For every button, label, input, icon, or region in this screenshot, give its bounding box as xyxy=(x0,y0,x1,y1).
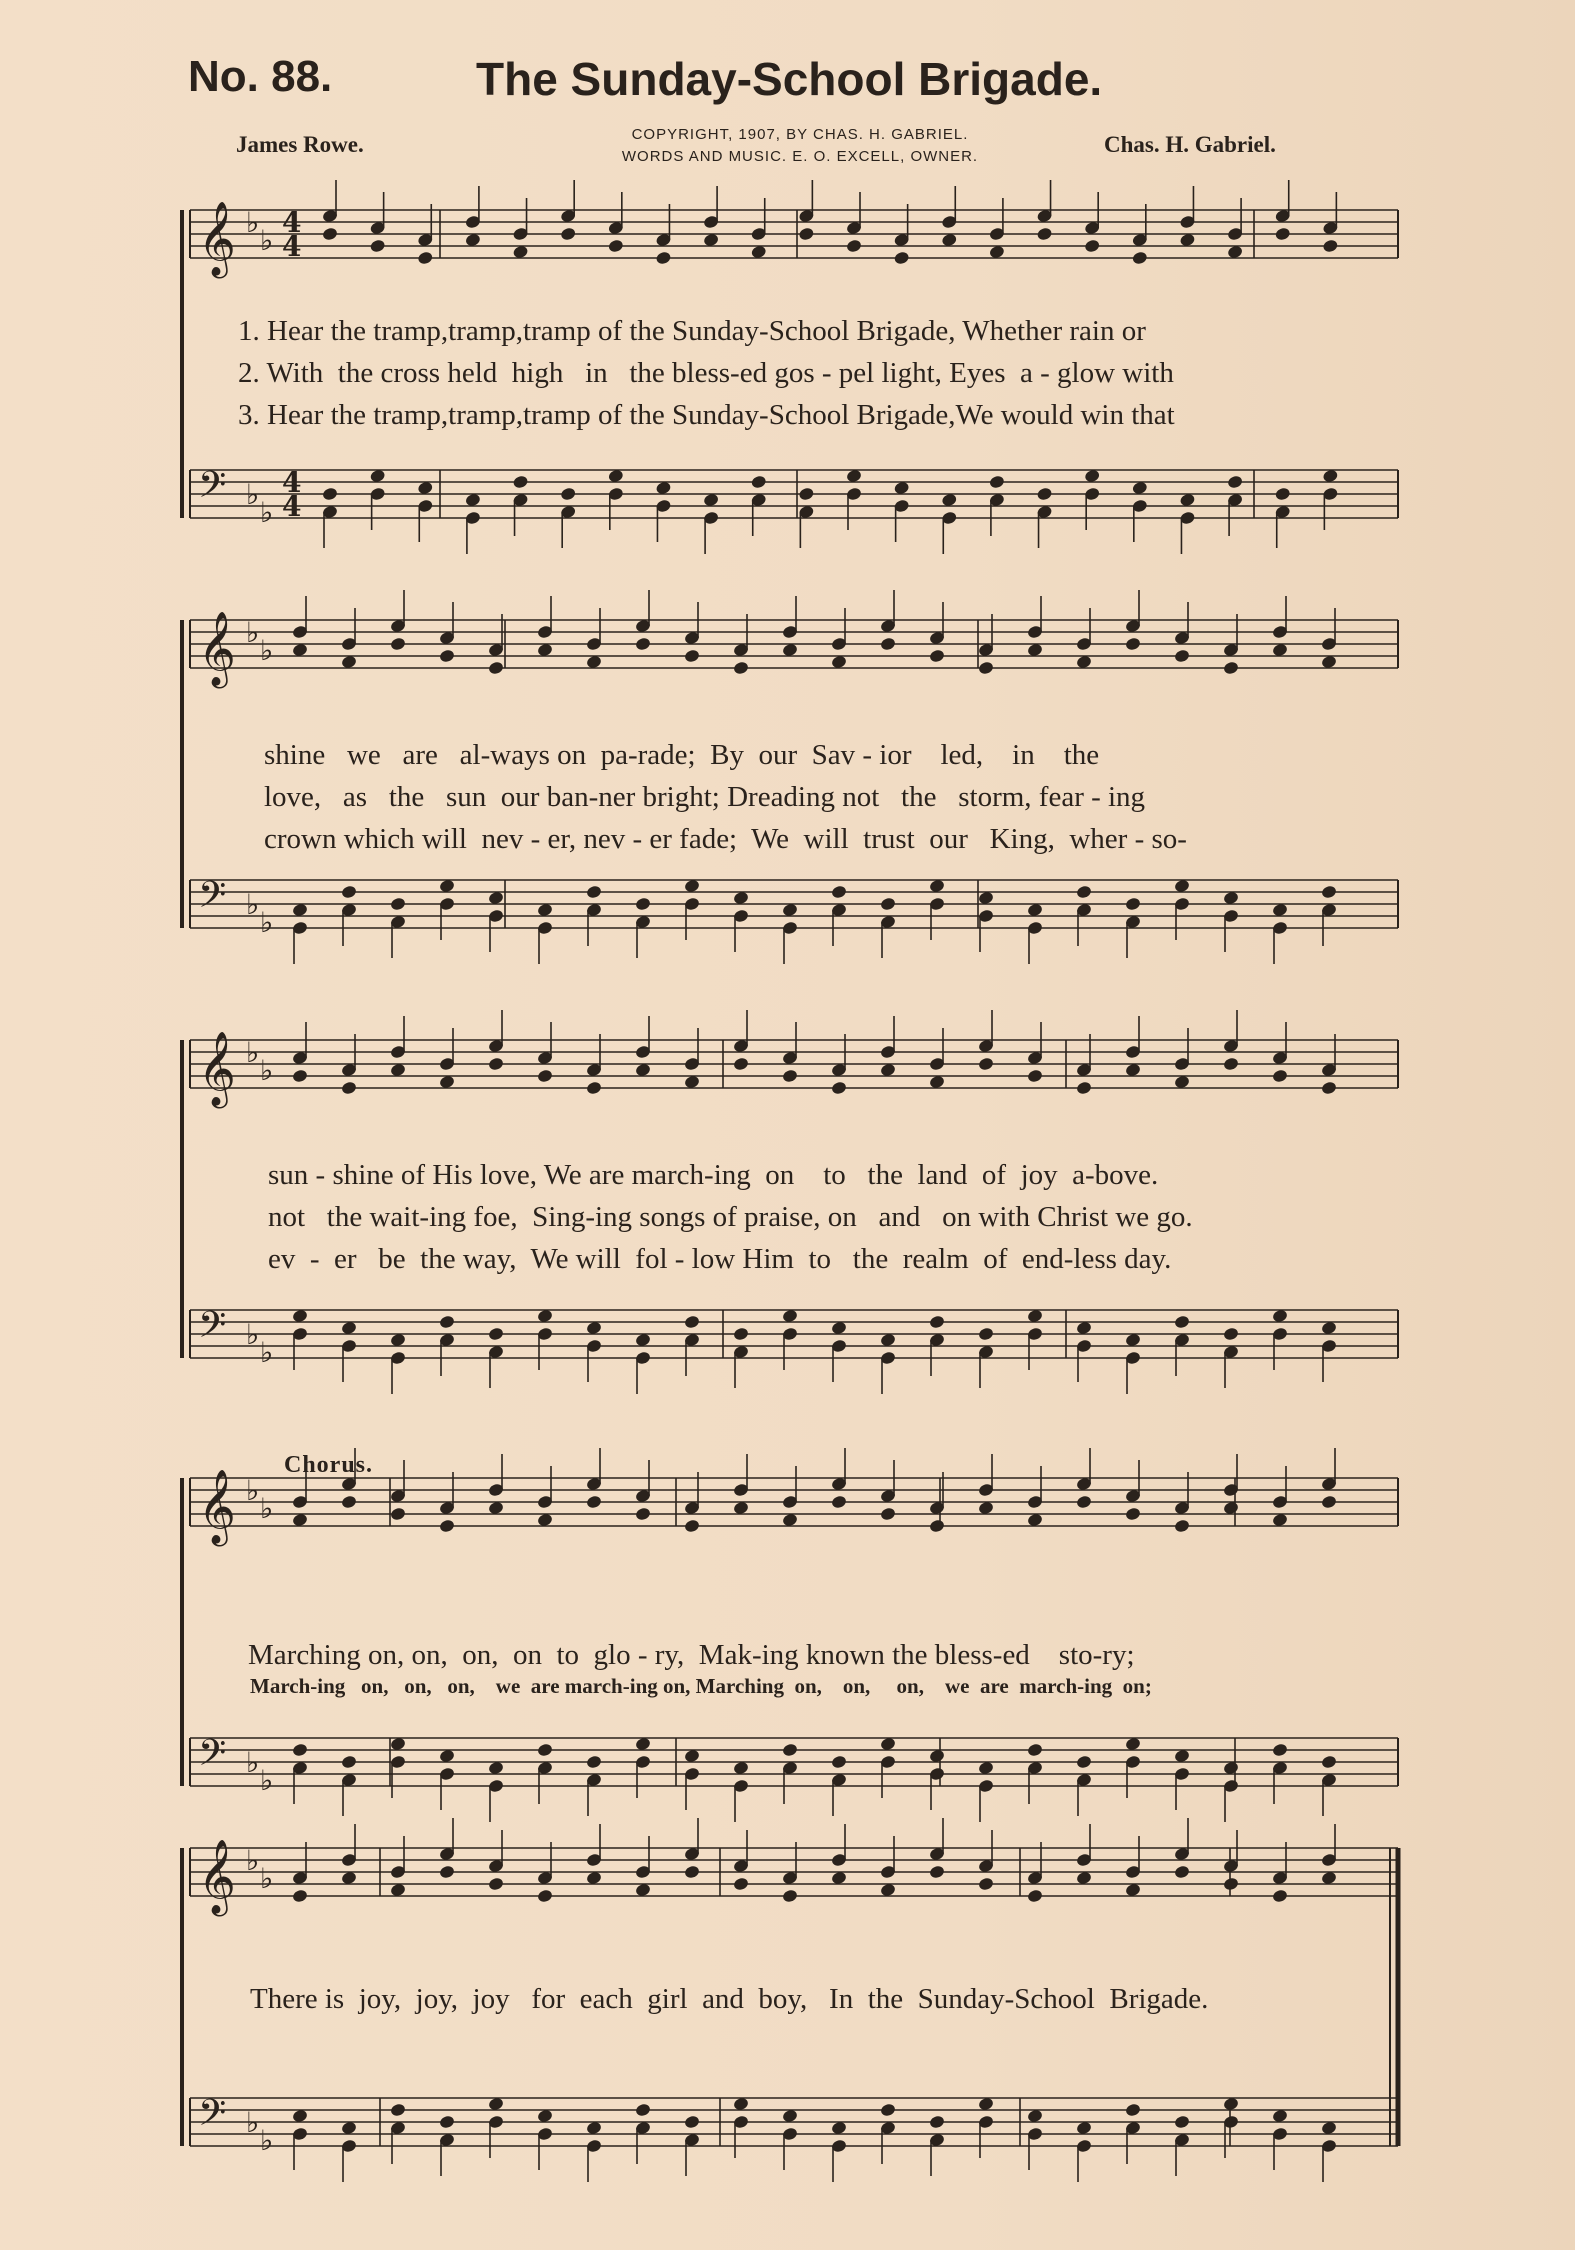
notehead xyxy=(1174,1518,1191,1533)
notehead xyxy=(798,486,815,501)
flat-icon: ♭ xyxy=(260,1862,274,1895)
notehead xyxy=(635,896,652,911)
notehead xyxy=(782,1742,799,1757)
notehead xyxy=(341,1080,358,1095)
notehead xyxy=(978,660,995,675)
bass-clef-icon: 𝄢 xyxy=(198,1304,227,1355)
notehead xyxy=(1321,1494,1338,1509)
verse-2-line-3: not the wait-ing foe, Sing-ing songs of praise, on and on with Christ we go. xyxy=(268,1201,1193,1233)
notehead xyxy=(880,636,897,651)
notehead xyxy=(341,884,358,899)
notehead xyxy=(1036,226,1053,241)
hymn-number: No. 88. xyxy=(188,52,333,101)
notehead xyxy=(390,2102,407,2117)
notehead xyxy=(439,648,456,663)
notehead xyxy=(1223,1056,1240,1071)
notehead xyxy=(635,1506,652,1521)
notehead xyxy=(560,226,577,241)
hymn-title: The Sunday-School Brigade. xyxy=(476,53,1103,105)
notehead xyxy=(988,474,1005,489)
notehead xyxy=(1036,486,1053,501)
treble-clef-icon: 𝄞 xyxy=(198,1840,236,1914)
notehead xyxy=(1125,1506,1142,1521)
flat-icon: ♭ xyxy=(260,634,274,667)
notehead xyxy=(488,1056,505,1071)
notehead xyxy=(390,896,407,911)
notehead xyxy=(733,1326,750,1341)
notehead xyxy=(929,1518,946,1533)
notehead xyxy=(635,2102,652,2117)
notehead xyxy=(733,660,750,675)
bass-clef-icon: 𝄢 xyxy=(198,2092,227,2143)
notehead xyxy=(1227,474,1244,489)
flat-icon: ♭ xyxy=(246,478,260,511)
notehead xyxy=(537,1742,554,1757)
notehead xyxy=(1125,636,1142,651)
notehead xyxy=(292,1742,309,1757)
notehead xyxy=(831,1754,848,1769)
flat-icon: ♭ xyxy=(246,206,260,239)
notehead xyxy=(1272,1888,1289,1903)
notehead xyxy=(831,1080,848,1095)
notehead xyxy=(831,884,848,899)
notehead xyxy=(929,1314,946,1329)
notehead xyxy=(684,1518,701,1533)
notehead xyxy=(1027,1888,1044,1903)
notehead xyxy=(1223,1326,1240,1341)
verse-2-line-2: love, as the sun our ban-ner bright; Dreading not the storm, fear - ing xyxy=(264,781,1146,813)
notehead xyxy=(341,1494,358,1509)
notehead xyxy=(292,1888,309,1903)
notehead xyxy=(684,1314,701,1329)
notehead xyxy=(439,1864,456,1879)
notehead xyxy=(978,1056,995,1071)
verse-1-line-2: shine we are al-ways on pa-rade; By our Sav - ior led, in the xyxy=(264,739,1100,771)
verse-1-line-3: sun - shine of His love, We are march-ing on to the land of joy a-bove. xyxy=(268,1159,1159,1191)
notehead xyxy=(1076,884,1093,899)
flat-icon: ♭ xyxy=(246,1844,260,1877)
notehead xyxy=(1174,1314,1191,1329)
notehead xyxy=(1321,1754,1338,1769)
flat-icon: ♭ xyxy=(246,616,260,649)
notehead xyxy=(1125,2102,1142,2117)
notehead xyxy=(1027,1068,1044,1083)
notehead xyxy=(1272,1742,1289,1757)
notehead xyxy=(880,896,897,911)
notehead xyxy=(893,250,910,265)
notehead xyxy=(439,1314,456,1329)
notehead xyxy=(684,2114,701,2129)
flat-icon: ♭ xyxy=(260,906,274,939)
copyright-line-2: WORDS AND MUSIC. E. O. EXCELL, OWNER. xyxy=(621,148,979,165)
notehead xyxy=(1027,1742,1044,1757)
copyright-line-1: COPYRIGHT, 1907, BY CHAS. H. GABRIEL. xyxy=(631,126,969,143)
notehead xyxy=(1321,884,1338,899)
verse-2-line-1: 2. With the cross held high in the bless-ed gos - pel light, Eyes a - glow with xyxy=(238,357,1174,389)
notehead xyxy=(488,1876,505,1891)
notehead xyxy=(1321,1080,1338,1095)
flat-icon: ♭ xyxy=(246,888,260,921)
notehead xyxy=(322,226,339,241)
treble-clef-icon: 𝄞 xyxy=(198,202,236,276)
bass-clef-icon: 𝄢 xyxy=(198,464,227,515)
notehead xyxy=(1223,660,1240,675)
notehead xyxy=(1174,648,1191,663)
notehead xyxy=(586,1494,603,1509)
flat-icon: ♭ xyxy=(260,1764,274,1797)
notehead xyxy=(537,1068,554,1083)
verse-3-line-1: 3. Hear the tramp,tramp,tramp of the Sunday-School Brigade,We would win that xyxy=(238,399,1175,431)
notehead xyxy=(1223,1876,1240,1891)
notehead xyxy=(417,250,434,265)
notehead xyxy=(1076,1494,1093,1509)
notehead xyxy=(1174,1864,1191,1879)
notehead xyxy=(292,1068,309,1083)
notehead xyxy=(586,1754,603,1769)
verse-3-line-2: crown which will nev - er, nev - er fade; We will trust our King, wher - so- xyxy=(264,823,1187,855)
notehead xyxy=(978,1326,995,1341)
verse-1-line-1: 1. Hear the tramp,tramp,tramp of the Sunday-School Brigade, Whether rain or xyxy=(238,315,1146,347)
notehead xyxy=(782,1888,799,1903)
flat-icon: ♭ xyxy=(260,1336,274,1369)
notehead xyxy=(586,1080,603,1095)
notehead xyxy=(537,1888,554,1903)
flat-icon: ♭ xyxy=(246,1318,260,1351)
notehead xyxy=(655,250,672,265)
time-signature-top: 4 xyxy=(282,466,302,499)
notehead xyxy=(1174,2114,1191,2129)
flat-icon: ♭ xyxy=(260,1054,274,1087)
notehead xyxy=(1076,1754,1093,1769)
notehead xyxy=(750,474,767,489)
notehead xyxy=(684,1864,701,1879)
notehead xyxy=(684,648,701,663)
notehead xyxy=(929,2114,946,2129)
flat-icon: ♭ xyxy=(246,2106,260,2139)
bass-clef-icon: 𝄢 xyxy=(198,1732,227,1783)
treble-clef-icon: 𝄞 xyxy=(198,1032,236,1106)
notehead xyxy=(782,1068,799,1083)
time-signature-top: 4 xyxy=(282,206,302,239)
notehead xyxy=(512,474,529,489)
chorus-line-1: Marching on, on, on, on to glo - ry, Mak-ing known the bless-ed sto-ry; xyxy=(248,1639,1135,1671)
notehead xyxy=(635,636,652,651)
notehead xyxy=(880,2102,897,2117)
notehead xyxy=(586,884,603,899)
notehead xyxy=(1272,1068,1289,1083)
notehead xyxy=(978,1876,995,1891)
notehead xyxy=(439,1518,456,1533)
notehead xyxy=(929,648,946,663)
time-signature-bottom: 4 xyxy=(282,490,302,523)
time-signature-bottom: 4 xyxy=(282,230,302,263)
flat-icon: ♭ xyxy=(246,1746,260,1779)
flat-icon: ♭ xyxy=(246,1036,260,1069)
notehead xyxy=(390,1506,407,1521)
notehead xyxy=(1274,226,1291,241)
notehead xyxy=(607,238,624,253)
composer-credit: Chas. H. Gabriel. xyxy=(1104,132,1276,157)
chorus-alto-line: March-ing on, on, on, we are march-ing on, Marching on, on, on, we are march-ing on; xyxy=(250,1674,1152,1698)
flat-icon: ♭ xyxy=(260,496,274,529)
flat-icon: ♭ xyxy=(260,1492,274,1525)
notehead xyxy=(846,238,863,253)
verse-3-line-3: ev - er be the way, We will fol - low Him to the realm of end-less day. xyxy=(268,1243,1172,1275)
notehead xyxy=(488,1326,505,1341)
bass-clef-icon: 𝄢 xyxy=(198,874,227,925)
notehead xyxy=(1125,896,1142,911)
notehead xyxy=(880,1506,897,1521)
notehead xyxy=(322,486,339,501)
notehead xyxy=(798,226,815,241)
notehead xyxy=(341,1754,358,1769)
notehead xyxy=(733,1876,750,1891)
flat-icon: ♭ xyxy=(260,2124,274,2157)
treble-clef-icon: 𝄞 xyxy=(198,612,236,686)
flat-icon: ♭ xyxy=(246,1474,260,1507)
lyricist-credit: James Rowe. xyxy=(236,132,364,157)
notehead xyxy=(560,486,577,501)
notehead xyxy=(1131,250,1148,265)
notehead xyxy=(439,2114,456,2129)
notehead xyxy=(1274,486,1291,501)
chorus-label: Chorus. xyxy=(284,1452,374,1478)
notehead xyxy=(831,1494,848,1509)
notehead xyxy=(488,660,505,675)
chorus-line-2: There is joy, joy, joy for each girl and boy, In the Sunday-School Brigade. xyxy=(250,1983,1209,2015)
treble-clef-icon: 𝄞 xyxy=(198,1470,236,1544)
notehead xyxy=(390,636,407,651)
notehead xyxy=(733,1056,750,1071)
flat-icon: ♭ xyxy=(260,224,274,257)
notehead xyxy=(1322,238,1339,253)
notehead xyxy=(369,238,386,253)
notehead xyxy=(1084,238,1101,253)
notehead xyxy=(929,1864,946,1879)
notehead xyxy=(1076,1080,1093,1095)
